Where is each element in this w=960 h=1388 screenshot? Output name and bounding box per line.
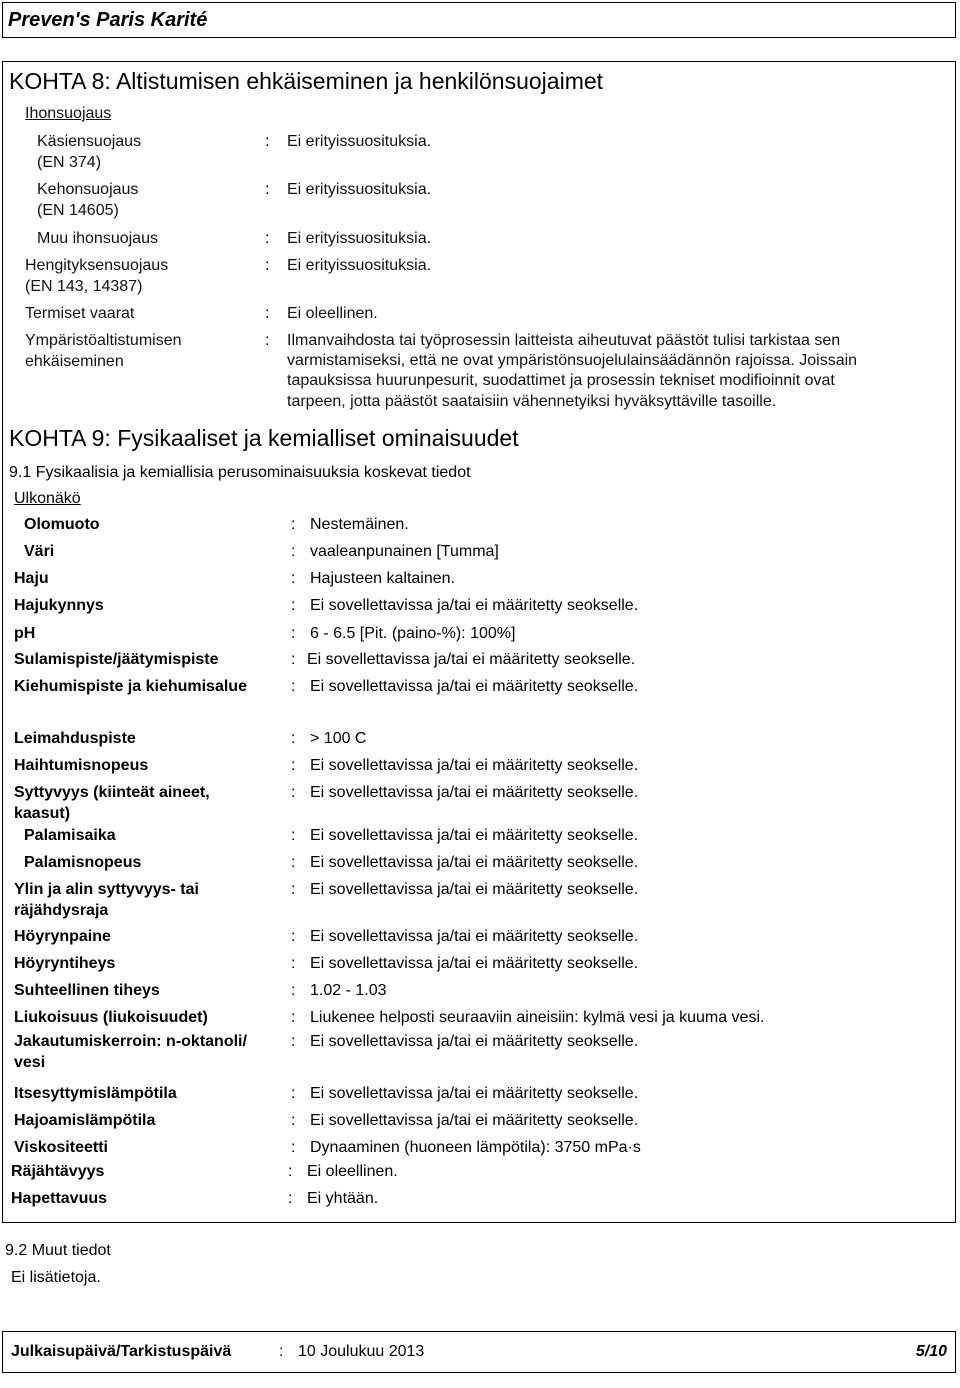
row-value-line: tapauksissa huurunpesurit, suodattimet ja prosessin tekniset modifioinnit ovat [287,372,835,389]
property-value: Dynaaminen (huoneen lämpötila): 3750 mPa·s [310,1139,641,1156]
colon: : [291,881,296,898]
colon: : [291,1112,296,1129]
row-value: Ei erityissuosituksia. [287,133,432,150]
property-value: Ei sovellettavissa ja/tai ei määritetty seokselle. [310,854,639,871]
property-label: Leimahduspiste [14,730,136,747]
row-label-cont: (EN 14605) [37,202,119,219]
subsection-9-1-title: 9.1 Fysikaalisia ja kemiallisia perusominaisuuksia koskevat tiedot [9,464,471,481]
property-value: > 100 C [310,730,367,747]
row-value-line: Ilmanvaihdosta tai työprosessin laitteista aiheutuvat päästöt tulisi tarkistaa sen [287,332,841,349]
property-label-cont: vesi [14,1054,46,1071]
row-label: Muu ihonsuojaus [37,230,158,247]
row-value-line: varmistamiseksi, että ne ovat ympäristönsuojelulainsäädännön rajoissa. Joissain [287,352,858,369]
row-label: Ympäristöaltistumisen [25,332,182,349]
page-number: 5/10 [915,1343,947,1360]
colon: : [291,730,296,747]
section-9-title: KOHTA 9: Fysikaaliset ja kemialliset ominaisuudet [9,425,519,451]
property-label-cont: kaasut) [14,805,71,822]
colon: : [265,305,270,322]
property-label: Höyrynpaine [14,928,111,945]
document-title: Preven's Paris Karité [8,9,208,31]
property-label: Ylin ja alin syttyvyys- tai [14,881,199,898]
colon: : [265,257,270,274]
property-value: Ei sovellettavissa ja/tai ei määritetty seokselle. [310,955,639,972]
row-value: Ei erityissuosituksia. [287,230,432,247]
colon: : [265,133,270,150]
property-value: Liukenee helposti seuraaviin aineisiin: kylmä vesi ja kuuma vesi. [310,1009,765,1026]
property-label: Olomuoto [24,516,100,533]
document-footer [2,1331,956,1373]
colon: : [279,1343,284,1360]
colon: : [291,543,296,560]
colon: : [291,955,296,972]
colon: : [291,570,296,587]
property-label: Kiehumispiste ja kiehumisalue [14,678,247,695]
property-label: Haihtumisnopeus [14,757,149,774]
property-value: vaaleanpunainen [Tumma] [310,543,499,560]
colon: : [291,625,296,642]
colon: : [291,827,296,844]
row-label: Käsiensuojaus [37,133,142,150]
skin-protection-heading: Ihonsuojaus [25,105,112,122]
property-label: Sulamispiste/jäätymispiste [14,651,219,668]
colon: : [265,230,270,247]
document-header [2,2,956,38]
property-value: Ei sovellettavissa ja/tai ei määritetty seokselle. [310,1085,639,1102]
property-label: Väri [24,543,55,560]
row-label-cont: ehkäiseminen [25,353,124,370]
property-label: Hapettavuus [11,1190,108,1207]
colon: : [291,982,296,999]
property-value: Ei sovellettavissa ja/tai ei määritetty seokselle. [310,928,639,945]
property-value: Ei sovellettavissa ja/tai ei määritetty seokselle. [310,784,639,801]
colon: : [288,1190,293,1207]
property-value: Ei sovellettavissa ja/tai ei määritetty seokselle. [310,827,639,844]
colon: : [291,678,296,695]
property-label: Suhteellinen tiheys [14,982,160,999]
property-label: Jakautumiskerroin: n-oktanoli/ [14,1033,247,1050]
property-value: Nestemäinen. [310,516,409,533]
issue-date-label: Julkaisupäivä/Tarkistuspäivä [11,1343,232,1360]
other-info-text: Ei lisätietoja. [11,1269,101,1286]
property-label: Viskositeetti [14,1139,108,1156]
property-value: Ei yhtään. [307,1190,379,1207]
property-value: Ei sovellettavissa ja/tai ei määritetty seokselle. [310,1112,639,1129]
row-label: Termiset vaarat [25,305,135,322]
row-value: Ei erityissuosituksia. [287,181,432,198]
property-label: Itsesyttymislämpötila [14,1085,177,1102]
colon: : [291,651,296,668]
property-value: Ei sovellettavissa ja/tai ei määritetty seokselle. [307,651,636,668]
property-label: Haju [14,570,49,587]
colon: : [291,1085,296,1102]
row-label-cont: (EN 143, 14387) [25,278,143,295]
property-label: Liukoisuus (liukoisuudet) [14,1009,208,1026]
issue-date-value: 10 Joulukuu 2013 [298,1343,425,1360]
property-value: Ei sovellettavissa ja/tai ei määritetty seokselle. [310,881,639,898]
colon: : [288,1163,293,1180]
appearance-heading: Ulkonäkö [14,490,81,507]
property-label: Palamisnopeus [24,854,142,871]
row-value-line: tarpeen, jotta päästöt saataisiin vähennetyiksi hyväksyttäville tasoille. [287,393,777,410]
colon: : [291,757,296,774]
property-label: Höyryntiheys [14,955,116,972]
row-value: Ei erityissuosituksia. [287,257,432,274]
colon: : [291,928,296,945]
colon: : [291,854,296,871]
property-label-cont: räjähdysraja [14,902,109,919]
colon: : [291,1033,296,1050]
row-label-cont: (EN 374) [37,154,102,171]
property-value: Ei sovellettavissa ja/tai ei määritetty seokselle. [310,1033,639,1050]
subsection-9-2-title: 9.2 Muut tiedot [5,1242,111,1259]
colon: : [265,181,270,198]
property-label: pH [14,625,36,642]
property-label: Hajoamislämpötila [14,1112,156,1129]
property-value: Ei sovellettavissa ja/tai ei määritetty seokselle. [310,757,639,774]
colon: : [291,516,296,533]
colon: : [291,597,296,614]
property-label: Hajukynnys [14,597,104,614]
row-value: Ei oleellinen. [287,305,378,322]
property-value: 6 - 6.5 [Pit. (paino-%): 100%] [310,625,516,642]
colon: : [291,1139,296,1156]
property-value: 1.02 - 1.03 [310,982,387,999]
property-label: Syttyvyys (kiinteät aineet, [14,784,210,801]
colon: : [265,332,270,349]
section-8-title: KOHTA 8: Altistumisen ehkäiseminen ja henkilönsuojaimet [9,68,604,94]
row-label: Hengityksensuojaus [25,257,169,274]
property-value: Ei oleellinen. [307,1163,398,1180]
row-label: Kehonsuojaus [37,181,139,198]
property-label: Palamisaika [24,827,116,844]
colon: : [291,784,296,801]
property-value: Ei sovellettavissa ja/tai ei määritetty seokselle. [310,678,639,695]
colon: : [291,1009,296,1026]
property-value: Hajusteen kaltainen. [310,570,455,587]
property-label: Räjähtävyys [11,1163,105,1180]
property-value: Ei sovellettavissa ja/tai ei määritetty seokselle. [310,597,639,614]
